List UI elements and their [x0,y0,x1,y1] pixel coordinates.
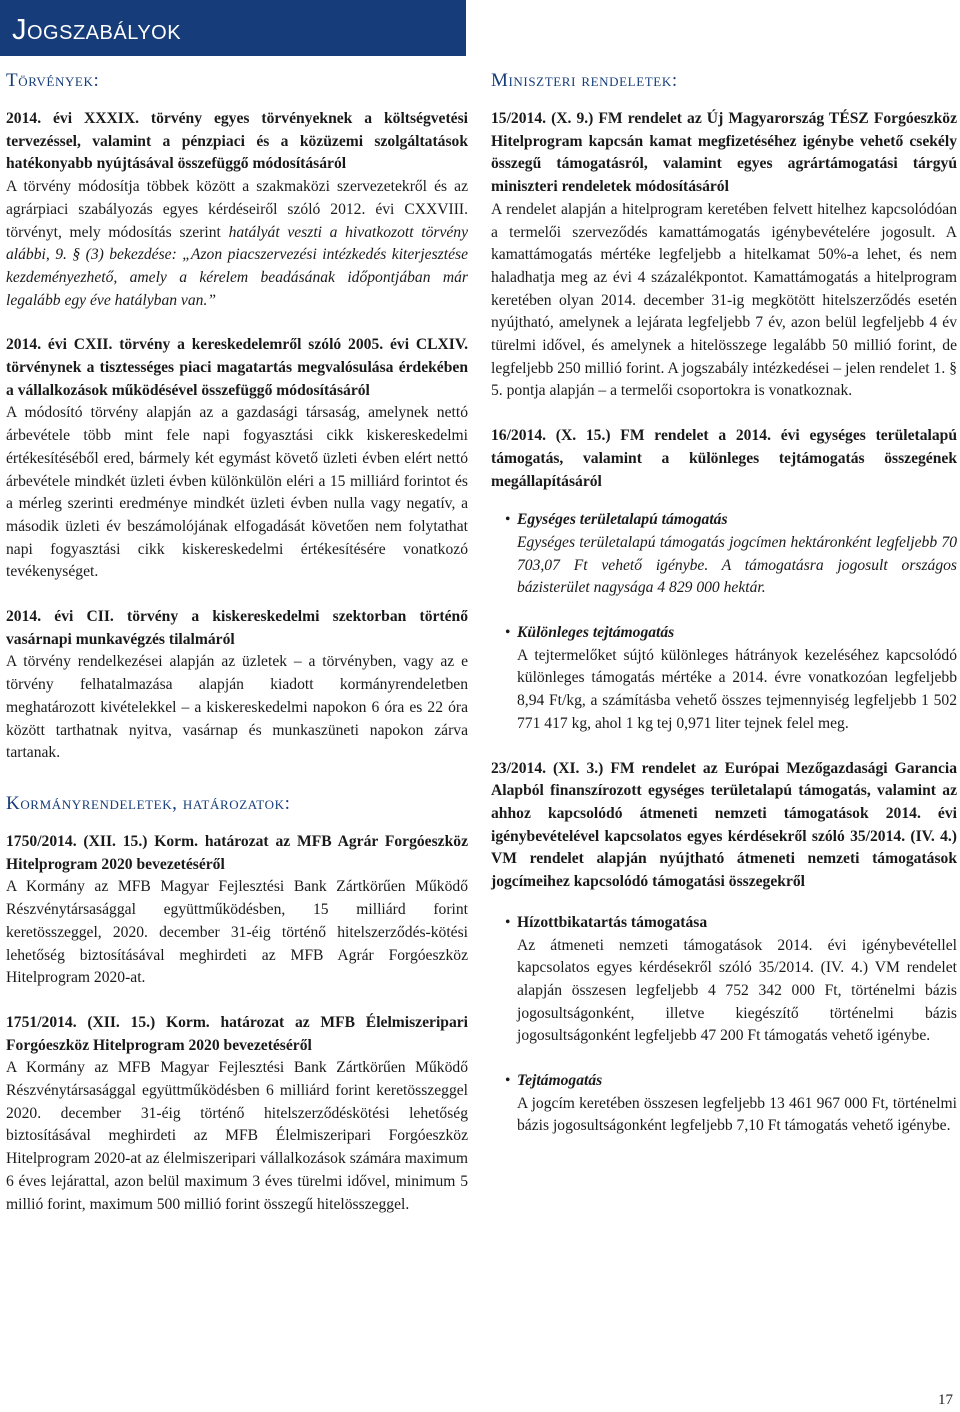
right-column [491,64,957,1160]
ministerial-heading: Miniszteri rendeletek: [491,70,678,91]
gov-body: A Kormány az MFB Magyar Fejlesztési Bank Zártkörűen Működő Részvénytársasággal együttműködésben 6 milliárd forint keretösszeggel 2020. december 31-éig történő hitelszerződéskötési lehetőség biztosításával meghirdeti az MFB Élelmiszeripari Forgóeszköz Hitelprogram 2020-at az élelmiszeripari vállalkozások számára maximum 6 éves lejárattal, azon belül maximum 3 éves türelmi idővel, minimum 5 millió forint, maximum 500 millió forint összegű hitelösszeggel. [6,1059,468,1213]
bullet-icon: • [505,624,511,642]
section-banner [0,0,466,56]
gov-entry-1 [6,831,468,990]
decree-entry-3 [491,758,957,1139]
law-entry-3 [6,606,468,765]
law-body-text: A törvény módosítja többek között a szakmaközi szervezetekről és az agrárpiaci szabályozás egyes kérdéseiről szóló 2012. évi CXXVIII. törvényt, mely módosítás szerint [6,178,468,241]
page-number: 17 [938,1392,953,1408]
list-item-body: Egységes területalapú támogatás jogcímen hektáronként legfeljebb 70 703,07 Ft vehető igénybe. A támogatásra jogosult országos bázisterület nagysága 4 829 000 hektár. [517,533,957,597]
law-entry-1 [6,108,468,312]
law-quote: hatályát veszti a hivatkozott törvény alábbi, 9. § (3) bekezdése: „Azon piacszervezési intézkedés kiterjesztése kezdeményezhető, amely a kérelem beadásának időpontjában már legalább egy éve hatályban van.” [6,223,468,309]
law-body: A törvény rendelkezései alapján az üzletek – a törvényben, vagy az e törvény felhatalmazása alapján kiadott kormányrendeletben meghatározott kivételekkel – a kiskereskedelmi napokon 6 óra es 22 óra között tarthatnak nyitva, vasárnap és munkaszüneti napokon zárva tartanak. [6,653,468,762]
bullet-icon: • [505,1072,511,1090]
law-body: A módosító törvény alapján az a gazdasági társaság, amelynek nettó árbevétele több mint fele napi fogyasztási cikk kiskereskedelmi értékesítéséből ered, bármely két egymást követő üzleti évben elért nettó árbevétele mindkét üzleti évben különkülön eléri a 15 milliárd forintot és a mérleg szerinti eredménye mindkét üzleti évben nulla vagy negatív, a második üzleti év beszámolójának elfogadását követően nem folytathat napi fogyasztási cikk kiskereskedelmi értékesítésére vonatkozó tevékenységet. [6,404,468,581]
list-item-body: A tejtermelőket sújtó különleges hátrányok kezeléséhez kapcsolódó különleges támogatás mértéke a 2014. évre vonatkozóan legfeljebb 8,94 Ft/kg, a számításba vehető összes tejmennyiség legfeljebb 1 502 771 417 kg, ahol 1 kg tej 0,971 liter tejnek felel meg. [517,646,957,732]
list-item-label: Hízottbikatartás támogatása [517,913,708,931]
list-item-body: A jogcím keretében összesen legfeljebb 13 461 967 000 Ft, történelmi bázis jogosultságonként legfeljebb 7,10 Ft támogatás vehető igénybe. [517,1094,957,1135]
bullet-icon: • [505,511,511,529]
bullet-icon: • [505,913,511,931]
list-item-label: Különleges tejtámogatás [517,624,675,642]
decree-title: 23/2014. (XI. 3.) FM rendelet az Európai Mezőgazdasági Garancia Alapból finanszírozott egységes területalapú támogatás, valamint az ahhoz kapcsolódó átmeneti nemzeti támogatások 2014. évi igénybevételével kapcsolatos egyes kérdésekről szóló 35/2014. (IV. 4.) VM rendelet alapján nyújtható átmeneti nemzeti támogatások jogcímeihez kapcsolódó támogatási összegekről [491,759,957,891]
list-item-label: Tejtámogatás [517,1072,603,1090]
decree-body: A rendelet alapján a hitelprogram keretében felvett hitelhez kapcsolódóan a termelői szerveződés kamattámogatás igénybevételére jogosult. A kamattámogatás mértéke legfeljebb a hitelkamat 50%-a lehet, és nem haladhatja meg az évi 4 százalékpontot. Kamattámogatás a hitelprogram keretében olyan 2014. december 31-ig megkötött hitelszerződés esetén nyújtható, amelynek a lejárata legfeljebb 7 év, azon belül legfeljebb 4 év türelmi idővel, és amelynek a hitelösszege legalább 50 millió forint, de legfeljebb 250 millió forint. A jogszabály intézkedései – jelen rendelet 1. § 5. pontja alapján – a termelői csoportokra is vonatkoznak. [491,200,957,400]
gov-title: 1750/2014. (XII. 15.) Korm. határozat az MFB Agrár Forgóeszköz Hitelprogram 2020 bevezetéséről [6,832,468,873]
section-title: Jogszabályok [12,14,182,46]
law-title: 2014. évi CII. törvény a kiskereskedelmi szektorban történő vasárnapi munkavégzés tilalmáról [6,608,468,648]
list-item [491,622,957,736]
decree-bullet-list [491,912,957,1138]
left-column [6,64,468,1238]
list-item-label: Egységes területalapú támogatás [517,511,728,529]
decree-bullet-list [491,509,957,735]
gov-entry-2 [6,1012,468,1216]
law-entry-2 [6,334,468,584]
list-item [491,509,957,600]
list-item [491,912,957,1048]
decree-title: 16/2014. (X. 15.) FM rendelet a 2014. évi egységes területalapú támogatás, valamint a különleges tejtámogatás összegének megállapításáról [491,427,957,490]
gov-title: 1751/2014. (XII. 15.) Korm. határozat az MFB Élelmiszeripari Forgóeszköz Hitelprogram 2020 bevezetéséről [6,1013,468,1054]
decree-entry-1 [491,108,957,403]
decree-title: 15/2014. (X. 9.) FM rendelet az Új Magyarország TÉSZ Forgóeszköz Hitelprogram kapcsán kamat megfizetéséhez igénybe vehető csekély összegű támogatásról, valamint egyes agrártámogatási tárgyú miniszteri rendeletek módosításáról [491,110,957,196]
decree-entry-2 [491,425,957,735]
law-title: 2014. évi XXXIX. törvény egyes törvényeknek a költségvetési tervezéssel, valamint a pénzpiaci és a közüzemi szolgáltatások hatékonyabb nyújtásával összefüggő módosításáról [6,110,468,173]
list-item [491,1070,957,1138]
gov-body: A Kormány az MFB Magyar Fejlesztési Bank Zártkörűen Működő Részvénytársasággal együttműködésben, 15 milliárd forint keretösszeggel, 2020. december 31-éig történő hitelszerződés-kötési lehetőség biztosításával meghirdeti az MFB Agrár Forgóeszköz Hitelprogram 2020-at. [6,878,468,987]
law-body [6,176,468,312]
laws-heading: Törvények: [6,70,100,91]
law-title: 2014. évi CXII. törvény a kereskedelemről szóló 2005. évi CLXIV. törvénynek a tisztességes piaci magatartás megvalósulása érdekében a vállalkozások működésével összefüggő módosításáról [6,336,468,399]
list-item-body: Az átmeneti nemzeti támogatások 2014. évi igénybevétellel kapcsolatos egyes kérdésekről szóló 35/2014. (IV. 4.) VM rendelet alapján összesen legfeljebb 4 752 342 000 Ft, történelmi bázis jogosultságonként, illetve kiegészítő történelmi bázis jogosultságonként legfeljebb 47 200 Ft támogatás vehető igénybe. [517,936,957,1045]
gov-heading: Kormányrendeletek, határozatok: [6,792,291,814]
